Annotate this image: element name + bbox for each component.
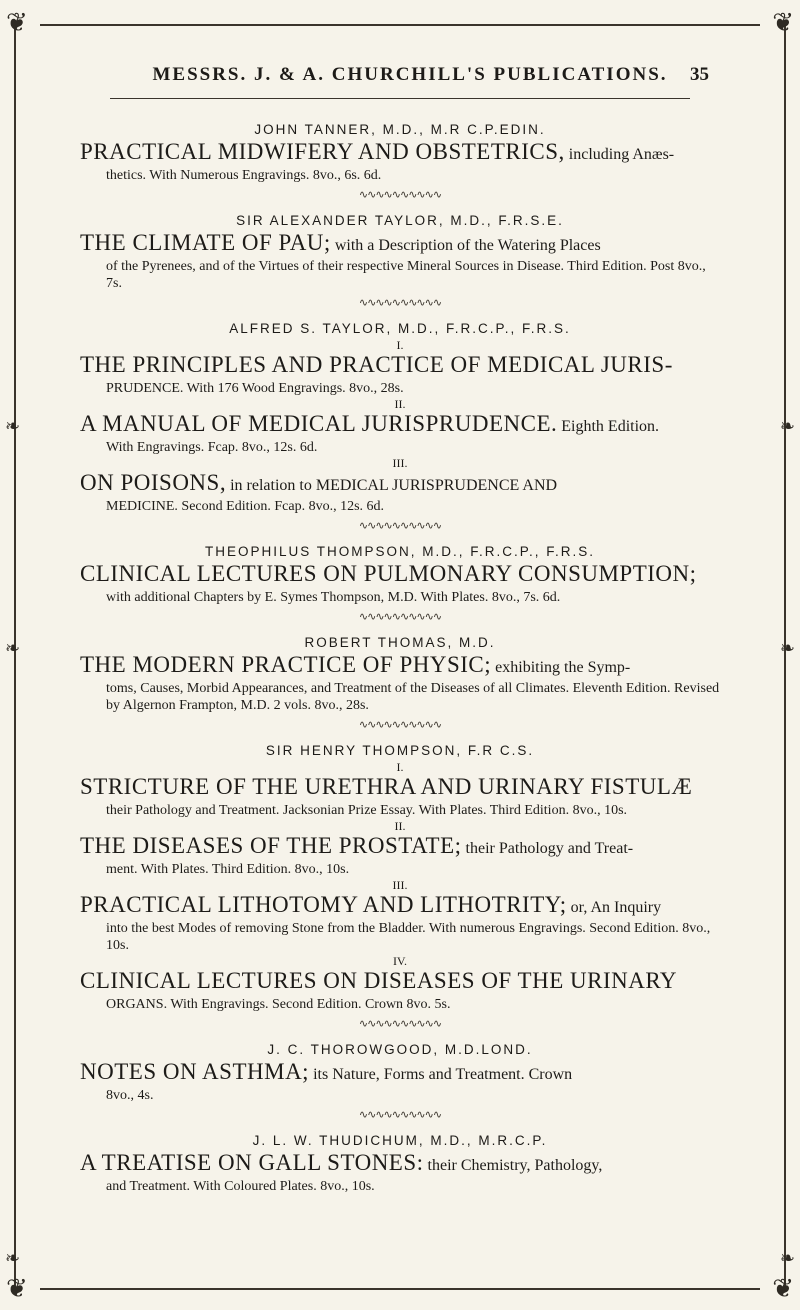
top-border xyxy=(40,24,760,26)
work-description: 8vo., 4s. xyxy=(106,1088,154,1103)
section-divider: ∿∿∿∿∿∿∿∿∿∿ xyxy=(358,188,442,201)
work-title-continuation: Eighth Edition. xyxy=(557,418,660,435)
catalogue-entry xyxy=(80,1133,720,1195)
catalogue-entry xyxy=(80,1042,720,1121)
work-title xyxy=(80,1150,720,1178)
work-numeral: I. xyxy=(396,760,404,774)
corner-ornament-icon: ❦ xyxy=(772,1274,794,1304)
work-title xyxy=(80,139,720,167)
work-title-main: PRACTICAL LITHOTOMY AND LITHOTRITY; xyxy=(80,892,567,917)
section-divider: ∿∿∿∿∿∿∿∿∿∿ xyxy=(358,718,442,731)
work-numeral: IV. xyxy=(392,954,408,968)
work-numeral: III. xyxy=(392,878,408,892)
work-description: their Pathology and Treatment. Jacksonian Prize Essay. With Plates. Third Edition. 8vo., 10s. xyxy=(106,803,628,818)
work-numeral: III. xyxy=(392,456,408,470)
catalogue-entry xyxy=(80,122,720,201)
catalogue-entry xyxy=(80,743,720,1030)
work-title xyxy=(80,411,720,439)
author-heading: ROBERT THOMAS, M.D. xyxy=(304,635,496,650)
work-numeral: II. xyxy=(394,819,406,833)
work-description: ORGANS. With Engravings. Second Edition. Crown 8vo. 5s. xyxy=(106,997,451,1012)
work-title xyxy=(80,470,720,498)
side-ornament-icon: ❧ xyxy=(5,1248,21,1269)
work-title-main: A MANUAL OF MEDICAL JURISPRUDENCE. xyxy=(80,411,558,436)
work-description: and Treatment. With Coloured Plates. 8vo., 10s. xyxy=(106,1179,375,1194)
section-divider: ∿∿∿∿∿∿∿∿∿∿ xyxy=(358,610,442,623)
work-numeral: II. xyxy=(394,397,406,411)
work-title-continuation: in relation to MEDICAL JURISPRUDENCE AND xyxy=(226,477,558,494)
author-heading: SIR HENRY THOMPSON, F.R C.S. xyxy=(265,743,535,758)
catalogue-entry xyxy=(80,213,720,309)
work-title-main: THE PRINCIPLES AND PRACTICE OF MEDICAL JURIS- xyxy=(80,352,673,377)
author-heading: SIR ALEXANDER TAYLOR, M.D., F.R.S.E. xyxy=(236,213,564,228)
work-title-continuation: their Pathology and Treat- xyxy=(461,840,634,857)
side-ornament-icon: ❧ xyxy=(5,638,21,659)
work-title xyxy=(80,352,720,380)
work-title xyxy=(80,774,720,802)
work-description: thetics. With Numerous Engravings. 8vo., 6s. 6d. xyxy=(106,168,382,183)
work-description: MEDICINE. Second Edition. Fcap. 8vo., 12s. 6d. xyxy=(106,499,385,514)
bottom-border xyxy=(40,1288,760,1290)
work-title-main: STRICTURE OF THE URETHRA AND URINARY FISTULÆ xyxy=(80,774,693,799)
catalogue-entry xyxy=(80,544,720,623)
work-title-main: A TREATISE ON GALL STONES: xyxy=(80,1150,424,1175)
work-description: with additional Chapters by E. Symes Thompson, M.D. With Plates. 8vo., 7s. 6d. xyxy=(106,590,561,605)
work-title-main: NOTES ON ASTHMA; xyxy=(80,1059,310,1084)
catalogue-entries xyxy=(80,110,720,1195)
work-title-main: CLINICAL LECTURES ON DISEASES OF THE URINARY xyxy=(80,968,678,993)
work-title-continuation: including Anæs- xyxy=(564,146,675,163)
header-rule xyxy=(110,98,690,99)
side-ornament-icon: ❧ xyxy=(779,1248,795,1269)
work-title xyxy=(80,1059,720,1087)
work-title-continuation: its Nature, Forms and Treatment. Crown xyxy=(309,1066,573,1083)
author-heading: J. L. W. THUDICHUM, M.D., M.R.C.P. xyxy=(252,1133,548,1148)
side-ornament-icon: ❧ xyxy=(779,638,795,659)
work-numeral: I. xyxy=(396,338,404,352)
work-description: into the best Modes of removing Stone from the Bladder. With numerous Engravings. Second Edition. 8vo., 10s. xyxy=(106,921,711,953)
corner-ornament-icon: ❦ xyxy=(6,1274,28,1304)
work-title xyxy=(80,833,720,861)
side-ornament-icon: ❧ xyxy=(779,416,795,437)
work-title-main: PRACTICAL MIDWIFERY AND OBSTETRICS, xyxy=(80,139,565,164)
page-header: MESSRS. J. & A. CHURCHILL'S PUBLICATIONS. xyxy=(152,64,668,85)
catalogue-entry xyxy=(80,635,720,731)
work-description: toms, Causes, Morbid Appearances, and Treatment of the Diseases of all Climates. Eleventh Edition. Revised by Algernon Frampton, M.D. 2 vols. 8vo., 28s. xyxy=(106,681,720,713)
work-description: ment. With Plates. Third Edition. 8vo., 10s. xyxy=(106,862,350,877)
corner-ornament-icon: ❦ xyxy=(772,8,794,38)
author-heading: J. C. THOROWGOOD, M.D.LOND. xyxy=(267,1042,533,1057)
corner-ornament-icon: ❦ xyxy=(6,8,28,38)
author-heading: ALFRED S. TAYLOR, M.D., F.R.C.P., F.R.S. xyxy=(229,321,571,336)
work-title-main: THE CLIMATE OF PAU; xyxy=(80,230,331,255)
work-title xyxy=(80,968,720,996)
section-divider: ∿∿∿∿∿∿∿∿∿∿ xyxy=(358,296,442,309)
work-title-main: THE MODERN PRACTICE OF PHYSIC; xyxy=(80,652,492,677)
page-number: 35 xyxy=(690,64,709,85)
work-title xyxy=(80,652,720,680)
work-title xyxy=(80,230,720,258)
section-divider: ∿∿∿∿∿∿∿∿∿∿ xyxy=(358,1108,442,1121)
section-divider: ∿∿∿∿∿∿∿∿∿∿ xyxy=(358,1017,442,1030)
work-title-continuation: their Chemistry, Pathology, xyxy=(423,1157,603,1174)
work-title xyxy=(80,892,720,920)
side-ornament-icon: ❧ xyxy=(5,416,21,437)
author-heading: THEOPHILUS THOMPSON, M.D., F.R.C.P., F.R.S. xyxy=(204,544,596,559)
work-title-continuation: exhibiting the Symp- xyxy=(491,659,631,676)
work-title-main: THE DISEASES OF THE PROSTATE; xyxy=(80,833,462,858)
work-description: of the Pyrenees, and of the Virtues of their respective Mineral Sources in Disease. Third Edition. Post 8vo., 7s. xyxy=(106,259,706,291)
work-description: PRUDENCE. With 176 Wood Engravings. 8vo., 28s. xyxy=(106,381,404,396)
work-title-continuation: with a Description of the Watering Places xyxy=(330,237,601,254)
work-title-main: ON POISONS, xyxy=(80,470,227,495)
author-heading: JOHN TANNER, M.D., M.R C.P.EDIN. xyxy=(254,122,546,137)
section-divider: ∿∿∿∿∿∿∿∿∿∿ xyxy=(358,519,442,532)
work-description: With Engravings. Fcap. 8vo., 12s. 6d. xyxy=(106,440,318,455)
work-title-main: CLINICAL LECTURES ON PULMONARY CONSUMPTION; xyxy=(80,561,697,586)
work-title xyxy=(80,561,720,589)
work-title-continuation: or, An Inquiry xyxy=(566,899,662,916)
catalogue-entry xyxy=(80,321,720,532)
